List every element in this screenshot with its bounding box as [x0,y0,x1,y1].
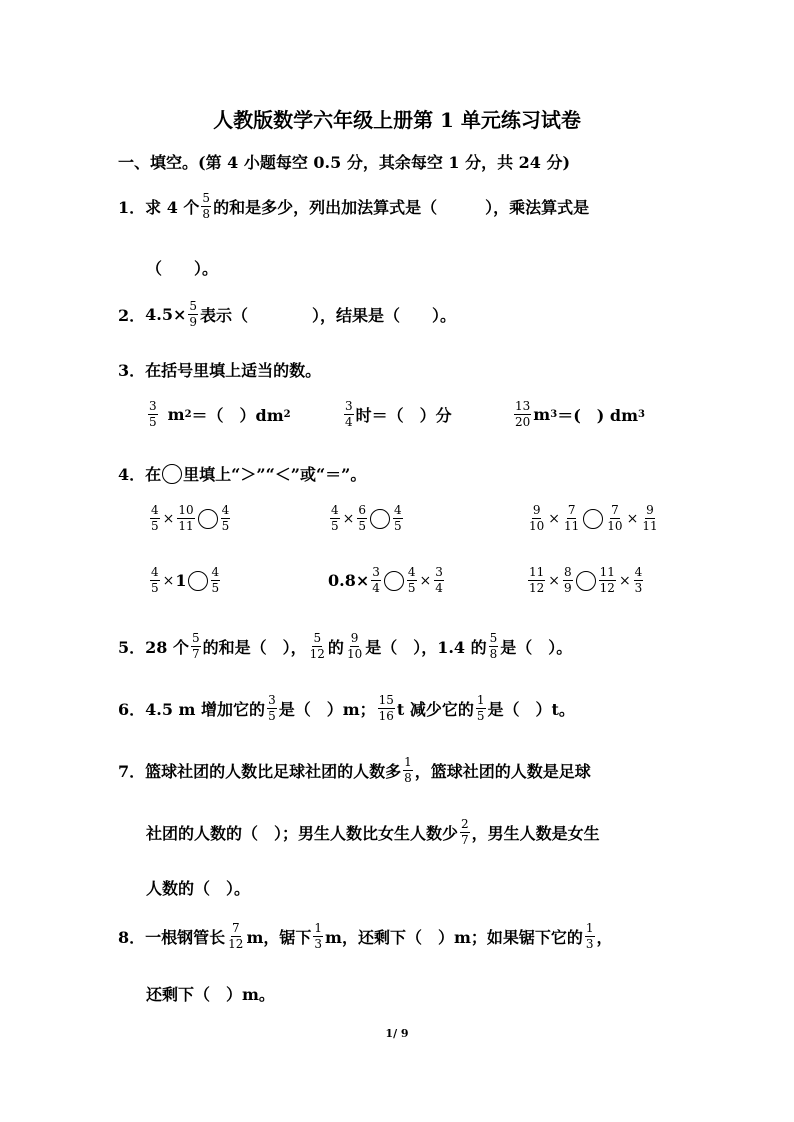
text: × [626,510,639,527]
numerator: 7 [567,503,576,517]
question-3 [118,358,321,381]
answer-circle[interactable] [384,571,404,591]
text: × [548,572,561,589]
answer-blank[interactable]: 时＝（ ）分 [355,406,452,425]
denominator: 4 [435,581,443,595]
compare-item [526,566,645,595]
question-7-cont2 [146,876,250,899]
fraction [313,922,323,951]
denominator: 5 [151,581,159,595]
fraction [585,922,595,951]
denominator: 5 [407,581,416,595]
denominator: 5 [221,519,230,533]
text: × [419,572,432,589]
compare-item [328,504,405,533]
text: × [162,510,175,527]
text: 0.8× [328,571,370,590]
compare-item [148,566,222,595]
section-heading: 一、填空。(第 4 小题每空 0.5 分，其余每空 1 分，共 24 分) [118,153,571,172]
numerator: 3 [268,693,276,707]
compare-item [328,566,446,595]
question-1 [118,192,589,221]
numerator: 5 [189,299,198,313]
fraction [201,192,211,221]
numerator: 1 [314,921,323,935]
fraction [641,504,658,533]
numerator: 4 [151,503,159,517]
denominator: 11 [564,519,580,533]
fraction [150,504,160,533]
text: × [162,572,175,589]
numerator: 5 [313,631,322,645]
text: × [342,510,355,527]
denominator: 4 [372,581,380,595]
fraction [563,504,580,533]
fraction [403,756,413,785]
denominator: 12 [599,581,615,595]
answer-circle[interactable] [576,571,596,591]
numerator: 3 [149,399,157,413]
fraction [309,632,326,661]
numerator: 4 [407,565,416,579]
text: 1 [175,571,187,590]
page-number: 1/ 9 [385,1027,409,1040]
text: 是（ ）m； [278,700,376,719]
text: × [618,572,631,589]
text: t 减少它的 [396,700,474,719]
denominator: 5 [394,519,402,533]
numerator: 7 [611,503,619,517]
comparison-circle-icon [162,464,182,484]
compare-item [148,504,232,533]
denominator: 5 [268,709,276,723]
answer-blank[interactable]: （ ）。 [146,259,219,278]
fraction [148,400,158,429]
denominator: 7 [461,833,469,847]
fraction [634,566,644,595]
fraction [330,504,340,533]
denominator: 3 [634,581,643,595]
denominator: 12 [529,581,545,595]
exponent: 3 [638,409,645,420]
fraction [434,566,444,595]
question-1-cont [146,256,218,279]
numerator: 1 [404,755,412,769]
numerator: 13 [515,399,531,413]
text: 是（ ）t。 [487,700,575,719]
numerator: 4 [151,565,159,579]
numerator: 1 [585,921,594,935]
compare-item [526,504,661,533]
text: 表示（ ），结果是（ ）。 [200,306,457,325]
numerator: 11 [529,565,545,579]
text: 的和是多少，列出加法算式是（ ），乘法算式是 [213,198,590,217]
question-number: 6． [118,700,146,719]
exponent: 2 [184,409,192,420]
text: 4.5 m 增加它的 [145,700,266,719]
numerator: 5 [202,191,211,205]
fraction [346,632,363,661]
denominator: 20 [515,415,531,429]
fraction [606,504,623,533]
numerator: 5 [191,631,200,645]
fraction [489,632,499,661]
answer-blank[interactable]: ＝( ) dm [557,406,639,425]
question-number: 8． [118,928,146,947]
answer-circle[interactable] [198,509,218,529]
fraction [221,504,231,533]
numerator: 4 [394,503,402,517]
text: 4.5× [145,305,187,324]
fraction [393,504,403,533]
numerator: 7 [231,921,240,935]
text: 是（ ），1.4 的 [365,638,487,657]
denominator: 12 [309,647,325,661]
denominator: 12 [228,937,244,951]
denominator: 8 [404,771,412,785]
answer-circle[interactable] [370,509,390,529]
numerator: 2 [461,817,469,831]
fraction [476,694,486,723]
unit: m [167,405,185,424]
question-6 [118,694,575,723]
denominator: 3 [585,937,594,951]
fraction [563,566,573,595]
numerator: 1 [476,693,485,707]
text: 求 4 个 [145,198,200,217]
fraction [460,818,470,847]
text: × [548,510,561,527]
numerator: 15 [378,693,394,707]
numerator: 3 [372,565,380,579]
denominator: 9 [564,581,572,595]
numerator: 5 [489,631,498,645]
denominator: 5 [358,519,367,533]
fraction [407,566,417,595]
q3-part-1 [146,400,291,429]
text: 还剩下（ ）m。 [146,985,275,1004]
numerator: 6 [358,503,367,517]
fraction [211,566,221,595]
answer-circle[interactable] [188,571,208,591]
denominator: 5 [476,709,485,723]
text: ，男生人数是女生 [471,824,600,843]
denominator: 5 [211,581,220,595]
denominator: 7 [191,647,200,661]
text: 里填上“＞”“＜”或“＝”。 [183,465,367,484]
text: 一根钢管长 [145,928,226,947]
question-7 [118,756,591,785]
numerator: 10 [178,503,194,517]
fraction [267,694,277,723]
denominator: 16 [378,709,394,723]
question-5 [118,632,572,661]
question-4 [118,462,366,485]
fraction [528,504,545,533]
question-8-cont [146,982,275,1005]
fraction [371,566,381,595]
q3-part-3 [512,400,645,429]
denominator: 8 [489,647,498,661]
text: m，锯下 [246,928,312,947]
question-number: 3． [118,361,146,380]
text: 是（ ）。 [500,638,573,657]
question-number: 4． [118,465,146,484]
denominator: 5 [151,519,159,533]
fraction [599,566,616,595]
text: ，篮球社团的人数是足球 [414,762,591,781]
question-2 [118,300,456,329]
denominator: 4 [345,415,353,429]
numerator: 9 [350,631,359,645]
question-number: 5． [118,638,146,657]
text: 在括号里填上适当的数。 [145,361,322,380]
numerator: 3 [345,399,353,413]
question-number: 7． [118,762,146,781]
fraction [191,632,201,661]
text: 人数的（ ）。 [146,879,251,898]
numerator: 4 [634,565,643,579]
text: 的和是（ ）， [202,638,307,657]
fraction [188,300,198,329]
numerator: 11 [599,565,615,579]
denominator: 5 [331,519,339,533]
fraction [514,400,531,429]
numerator: 9 [646,503,654,517]
numerator: 4 [221,503,230,517]
denominator: 10 [529,519,545,533]
denominator: 11 [178,519,194,533]
fraction [177,504,194,533]
denominator: 10 [346,647,363,661]
question-number: 2． [118,306,146,325]
unit: m [533,405,551,424]
question-number: 1． [118,198,146,217]
text: 的 [327,638,344,657]
fraction [378,694,395,723]
denominator: 9 [189,315,198,329]
exponent: 3 [550,409,558,420]
fraction [150,566,160,595]
text: 社团的人数的（ ）；男生人数比女生人数少 [146,824,459,843]
text: 28 个 [145,638,189,657]
fraction [528,566,545,595]
text: 在 [145,465,162,484]
numerator: 4 [211,565,220,579]
numerator: 8 [564,565,572,579]
text: ， [596,928,613,947]
denominator: 10 [607,519,623,533]
page-title: 人教版数学六年级上册第 1 单元练习试卷 [213,108,581,132]
question-8 [118,922,613,951]
q3-part-2 [342,400,452,429]
fraction [357,504,367,533]
numerator: 4 [331,503,339,517]
fraction [227,922,244,951]
denominator: 5 [149,415,157,429]
denominator: 8 [202,207,211,221]
text: m，还剩下（ ）m；如果锯下它的 [325,928,583,947]
denominator: 3 [314,937,323,951]
answer-circle[interactable] [583,509,603,529]
fraction [344,400,354,429]
denominator: 11 [642,519,658,533]
question-7-cont [146,818,600,847]
answer-blank[interactable]: ＝（ ）dm [191,406,284,425]
numerator: 3 [435,565,443,579]
numerator: 9 [532,503,541,517]
text: 篮球社团的人数比足球社团的人数多 [145,762,402,781]
exponent: 2 [283,409,291,420]
